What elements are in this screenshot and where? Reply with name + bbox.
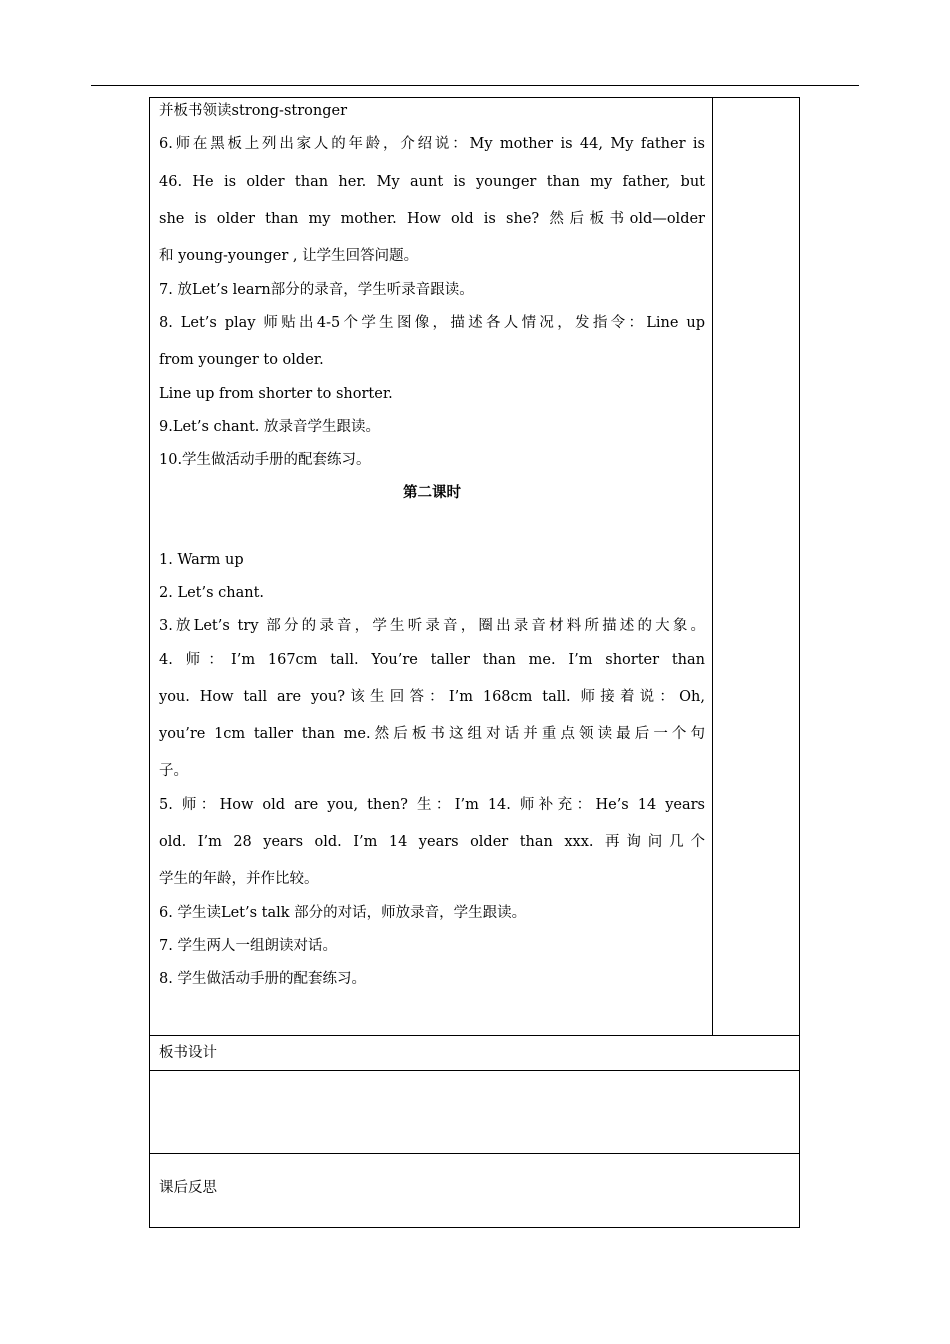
lesson-step-line: 46. He is older than her. My aunt is younger than my father, but xyxy=(159,174,705,190)
second-lesson-step-line: 5. 师：How old are you, then? 生：I’m 14. 师补充：He’s 14 years xyxy=(159,797,705,813)
lesson-step-line: Line up from shorter to shorter. xyxy=(159,386,393,402)
second-lesson-step-line: 7. 学生两人一组朗读对话。 xyxy=(159,938,337,954)
second-lesson-step-line: 2. Let’s chant. xyxy=(159,585,265,601)
teaching-process-cell xyxy=(150,98,713,1035)
reflection-row xyxy=(150,1154,799,1227)
lesson-step-line: 和 young-younger , 让学生回答问题。 xyxy=(159,248,419,264)
second-lesson-step-line: you’re 1cm taller than me.然后板书这组对话并重点领读最后一个句 xyxy=(159,726,705,742)
lesson-step-line: from younger to older. xyxy=(159,352,324,368)
second-lesson-step-line: old. I’m 28 years old. I’m 14 years older than xxx. 再询问几个 xyxy=(159,834,705,850)
second-lesson-step-line: 6. 学生读Let’s talk 部分的对话，师放录音，学生跟读。 xyxy=(159,905,527,921)
lesson-step-line: 并板书领读strong-stronger xyxy=(159,103,348,119)
second-lesson-step-line: 1. Warm up xyxy=(159,552,244,568)
header-rule xyxy=(91,85,859,86)
lesson-step-line: 10.学生做活动手册的配套练习。 xyxy=(159,452,371,468)
second-lesson-step-line: 学生的年龄，并作比较。 xyxy=(159,871,319,887)
second-lesson-step-line: you. How tall are you?该生回答：I’m 168cm tall. 师接着说：Oh, xyxy=(159,689,705,705)
second-lesson-title: 第二课时 xyxy=(403,485,461,501)
notes-cell xyxy=(713,98,799,1035)
second-lesson-step-line: 3.放Let’s try 部分的录音，学生听录音，圈出录音材料所描述的大象。 xyxy=(159,618,705,634)
board-design-label: 板书设计 xyxy=(159,1045,217,1061)
second-lesson-step-line: 4. 师：I’m 167cm tall. You’re taller than me. I’m shorter than xyxy=(159,652,705,668)
reflection-label: 课后反思 xyxy=(159,1180,217,1196)
second-lesson-step-line: 8. 学生做活动手册的配套练习。 xyxy=(159,971,366,987)
lesson-step-line: 9.Let’s chant. 放录音学生跟读。 xyxy=(159,419,381,435)
lesson-step-line: 8. Let’s play 师贴出4-5个学生图像，描述各人情况，发指令：Line up xyxy=(159,315,705,331)
lesson-step-line: 7. 放Let’s learn部分的录音，学生听录音跟读。 xyxy=(159,282,474,298)
board-design-content-row xyxy=(150,1071,799,1154)
lesson-plan-table xyxy=(149,97,800,1228)
teaching-process-row xyxy=(150,98,799,1036)
lesson-step-line: 6.师在黑板上列出家人的年龄，介绍说：My mother is 44, My father is xyxy=(159,136,705,152)
board-design-label-row xyxy=(150,1036,799,1071)
second-lesson-step-line: 子。 xyxy=(159,763,188,779)
lesson-step-line: she is older than my mother. How old is she? 然后板书old—older xyxy=(159,211,705,227)
